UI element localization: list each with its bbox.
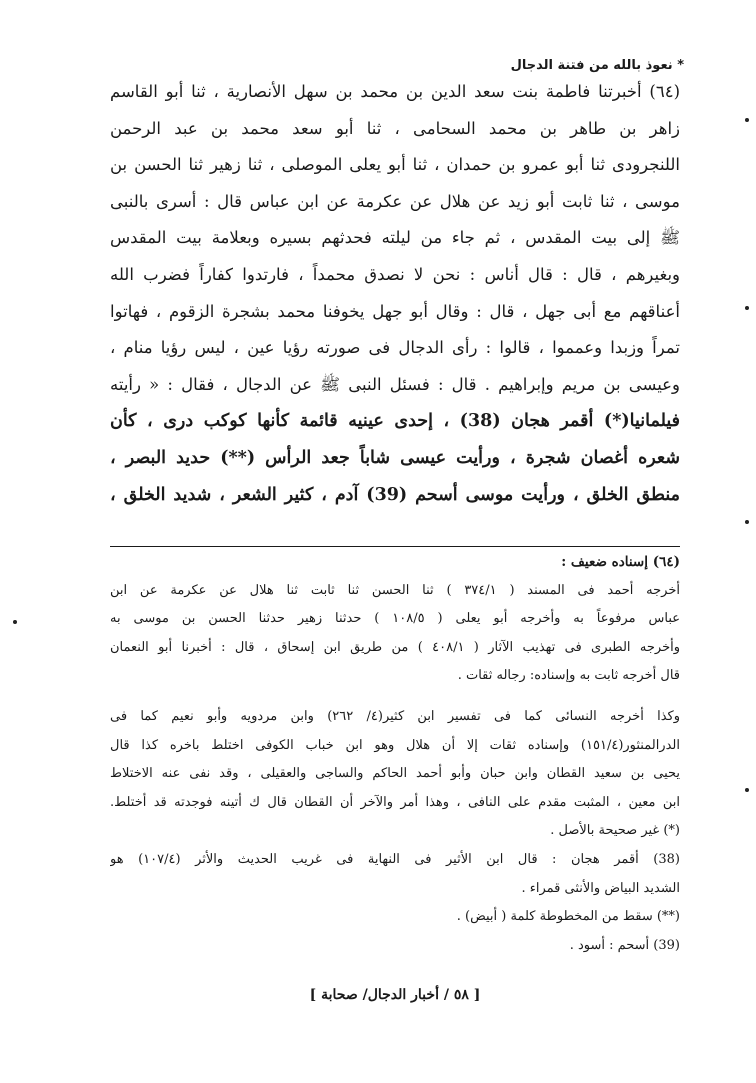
footnote-line: عباس مرفوعاً به وأخرجه أبو يعلى ( ١٠٨/٥ ) حدثنا زهير حدثنا الحسن بن موسى به bbox=[110, 611, 680, 627]
footnote-line: قال أخرجه ثابت به وإسناده: رجاله ثقات . bbox=[457, 668, 680, 684]
running-header: * نعوذ بالله من فتنة الدجال bbox=[510, 58, 684, 73]
page-footer: [ ٥٨ / أخبار الدجال/ صحابة ] bbox=[309, 987, 481, 1003]
main-line: (٦٤) أخبرتنا فاطمة بنت سعد الدين بن محمد بن سهل الأنصارية ، ثنا أبو القاسم bbox=[110, 82, 680, 101]
footnote-heading: (٦٤) إسناده ضعيف : bbox=[561, 554, 680, 570]
margin-mark bbox=[745, 306, 749, 310]
main-line: تمراً وزبدا وعمموا ، قالوا : رأى الدجال فى صورته رؤيا عين ، ليس رؤيا منام ، bbox=[110, 338, 680, 358]
footnote-line: أخرجه أحمد فى المسند ( ٣٧٤/١ ) ثنا الحسن ثنا ثابت ثنا هلال عن عكرمة عن ابن bbox=[110, 582, 680, 598]
main-line: وعيسى بن مريم وإبراهيم . قال : فسئل النبى ﷺ عن الدجال ، فقال : « رأيته bbox=[110, 374, 680, 394]
footnote-line: وأخرجه الطبرى فى تهذيب الآثار ( ٤٠٨/١ ) من طريق ابن إسحاق ، قال : أخبرنا أبو النعمان bbox=[110, 639, 680, 655]
note-39: (39) أسحم : أسود . bbox=[569, 937, 680, 953]
main-line: أعناقهم مع أبى جهل ، قال : وقال أبو جهل يخوفنا محمد بشجرة الزقوم ، فهاتوا bbox=[110, 301, 680, 321]
note-38-cont: الشديد البياض والأنثى قمراء . bbox=[521, 880, 680, 896]
margin-mark bbox=[745, 520, 749, 524]
main-line-emphasis: فيلمانيا(*) أقمر هجان (38) ، إحدى عينيه قائمة كأنها كوكب درى ، كأن bbox=[110, 411, 680, 432]
main-line-emphasis: شعره أغصان شجرة ، ورأيت عيسى شاباً جعد الرأس (**) حديد البصر ، bbox=[110, 447, 680, 468]
main-line: اللنجرودى ثنا أبو عمرو بن حمدان ، ثنا أبو يعلى الموصلى ، ثنا زهير ثنا الحسن بن bbox=[110, 155, 680, 175]
footnote-line: وكذا أخرجه النسائى كما فى تفسير ابن كثير(٤/ ٢٦٢) وابن مردويه وأبو نعيم كما فى bbox=[110, 708, 680, 724]
main-line: وبغيرهم ، قال : قال أناس : نحن لا نصدق محمداً ، فارتدوا كفاراً فضرب الله bbox=[110, 264, 680, 284]
footnote-divider bbox=[110, 546, 680, 547]
note-double-asterisk: (**) سقط من المخطوطة كلمة ( أبيض) . bbox=[456, 909, 680, 925]
main-text-block bbox=[110, 74, 680, 513]
main-line-emphasis: منطق الخلق ، ورأيت موسى أسحم (39) آدم ، كثير الشعر ، شديد الخلق ، bbox=[110, 484, 680, 505]
footnote-line: ابن معين ، المثبت مقدم على النافى ، وهذا أمر والآخر أن القطان قال ك أتينه فوجدته قد أختلط. bbox=[110, 794, 680, 810]
margin-mark bbox=[13, 620, 17, 624]
footnote-line: يحيى بن سعيد القطان وابن حبان وأبو أحمد الحاكم والساجى والعقيلى ، وقد نفى عنه الاختلاط bbox=[110, 766, 680, 782]
note-asterisk: (*) غير صحيحة بالأصل . bbox=[550, 823, 680, 839]
margin-mark bbox=[745, 788, 749, 792]
margin-mark bbox=[745, 118, 749, 122]
main-line: زاهر بن طاهر بن محمد السحامى ، ثنا أبو سعد محمد بن عبد الرحمن bbox=[110, 118, 680, 138]
footnotes-block bbox=[110, 548, 680, 960]
note-38: (38) أقمر هجان : قال ابن الأثير فى النهاية فى غريب الحديث والأثر (١٠٧/٤) هو bbox=[110, 851, 680, 867]
footnote-line: الدرالمنثور(١٥١/٤) وإسناده ثقات إلا أن هلال وهو ابن خباب الكوفى اختلط باخره كذا قال bbox=[110, 737, 680, 753]
main-line: موسى ، ثنا ثابت أبو زيد عن هلال عن عكرمة عن ابن عباس قال : أسرى بالنبى bbox=[110, 191, 680, 211]
main-line: ﷺ إلى بيت المقدس ، ثم جاء من ليلته فحدثهم بسيره وبعلامة بيت المقدس bbox=[110, 228, 680, 248]
